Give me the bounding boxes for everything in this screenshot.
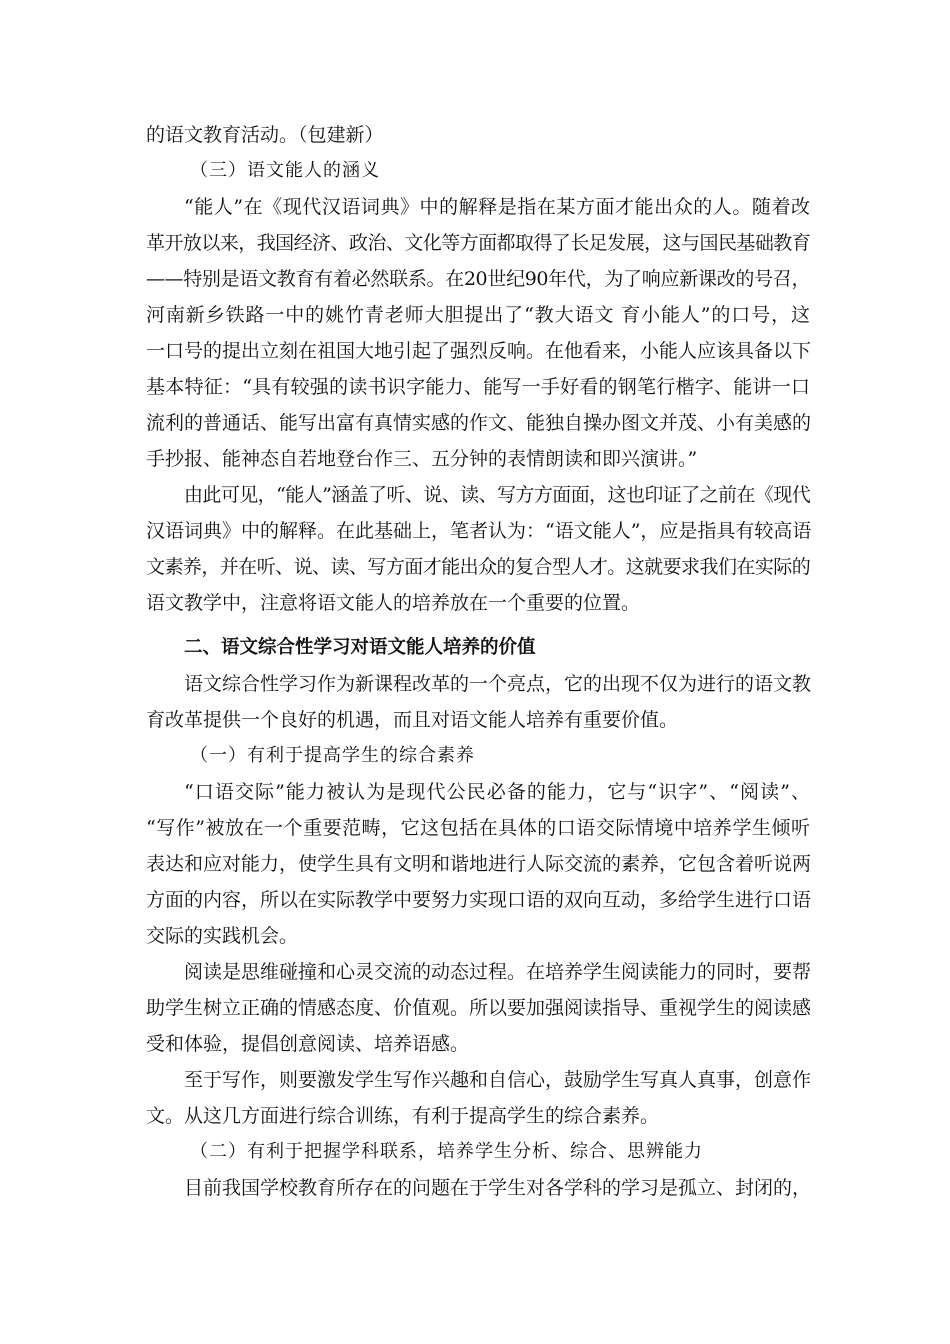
section-subheading: （一）有利于提高学生的综合素养 [190, 745, 475, 766]
paragraph-line: 手抄报、能神态自若地登台作三、五分钟的表情朗读和即兴演讲。” [146, 448, 698, 470]
paragraph-line: 语文综合性学习作为新课程改革的一个亮点，它的出现不仅为进行的语文教 [184, 673, 812, 695]
paragraph-line: 文。从这几方面进行综合训练，有利于提高学生的综合素养。 [146, 1105, 660, 1127]
paragraph-line: 革开放以来，我国经济、政治、文化等方面都取得了长足发展，这与国民基础教育 [146, 232, 810, 254]
paragraph-line: “口语交际”能力被认为是现代公民必备的能力，它与“识字”、“阅读”、 [184, 781, 810, 803]
paragraph-line: 助学生树立正确的情感态度、价值观。所以要加强阅读指导、重视学生的阅读感 [146, 997, 812, 1019]
paragraph-line: 一口号的提出立刻在祖国大地引起了强烈反响。在他看来，小能人应该具备以下 [146, 340, 812, 362]
paragraph-line: 交际的实践机会。 [146, 925, 299, 947]
paragraph-line: “能人”在《现代汉语词典》中的解释是指在某方面才能出众的人。随着改 [184, 196, 810, 218]
paragraph-line: 表达和应对能力，使学生具有文明和谐地进行人际交流的素养，它包含着听说两 [146, 853, 812, 875]
paragraph-line: 文素养，并在听、说、读、写方面才能出众的复合型人才。这就要求我们在实际的 [146, 556, 810, 578]
section-heading: 二、语文综合性学习对语文能人培养的价值 [184, 637, 536, 658]
section-subheading: （二）有利于把握学科联系，培养学生分析、综合、思辨能力 [190, 1141, 703, 1162]
paragraph-line: 由此可见，“能人”涵盖了听、说、读、写方方面面，这也印证了之前在《现代 [184, 484, 810, 506]
paragraph-line: 阅读是思维碰撞和心灵交流的动态过程。在培养学生阅读能力的同时，要帮 [184, 961, 812, 983]
section-subheading: （三）语文能人的涵义 [190, 160, 380, 181]
paragraph-line: 的语文教育活动。（包建新） [146, 124, 384, 146]
paragraph-line: 目前我国学校教育所存在的问题在于学生对各学科的学习是孤立、封闭的， [184, 1177, 812, 1199]
paragraph-line: 基本特征：“具有较强的读书识字能力、能写一手好看的钢笔行楷字、能讲一口 [146, 376, 810, 398]
paragraph-line: 汉语词典》中的解释。在此基础上，笔者认为：“语文能人”，应是指具有较高语 [146, 520, 812, 542]
paragraph-line: ——特别是语文教育有着必然联系。在20世纪90年代，为了响应新课改的号召， [146, 268, 810, 290]
paragraph-line: 至于写作，则要激发学生写作兴趣和自信心，鼓励学生写真人真事，创意作 [184, 1069, 812, 1091]
paragraph-line: 方面的内容，所以在实际教学中要努力实现口语的双向互动，多给学生进行口语 [146, 889, 812, 911]
paragraph-line: 河南新乡铁路一中的姚竹青老师大胆提出了“教大语文 育小能人”的口号，这 [146, 304, 810, 326]
paragraph-line: 受和体验，提倡创意阅读、培养语感。 [146, 1033, 470, 1055]
paragraph-line: “写作”被放在一个重要范畴，它这包括在具体的口语交际情境中培养学生倾听 [146, 817, 810, 839]
paragraph-line: 流利的普通话、能写出富有真情实感的作文、能独自操办图文并茂、小有美感的 [146, 412, 812, 434]
paragraph-line: 育改革提供一个良好的机遇，而且对语文能人培养有重要价值。 [146, 709, 679, 731]
paragraph-line: 语文教学中，注意将语文能人的培养放在一个重要的位置。 [146, 592, 641, 614]
